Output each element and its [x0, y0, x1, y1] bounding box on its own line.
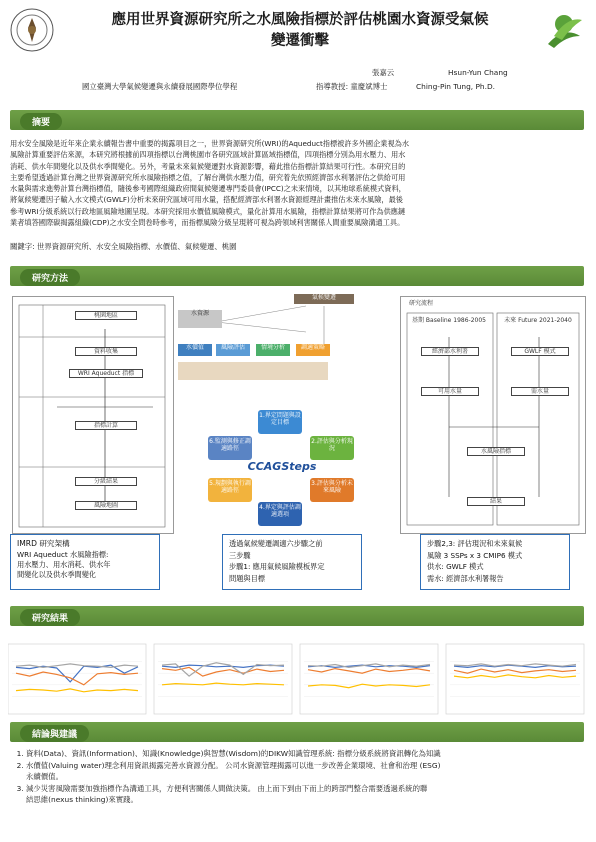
- left-flow-box-5: 分級結果: [75, 477, 137, 486]
- note-ccag-steps: [222, 534, 362, 590]
- note-ccag-line1: 透過氣候變遷調適六步驟之前: [229, 539, 323, 548]
- note-risk-line1: 步驟2,3: 評估現況和未來氣候: [427, 539, 523, 548]
- chart-frame: [446, 644, 584, 714]
- note-ccag-line4: 問題與目標: [229, 573, 265, 583]
- conclusion-item-2-text-b: 永續價值。: [26, 772, 63, 781]
- left-flow-box-4: 指標計算: [75, 421, 137, 430]
- affiliation: 國立臺灣大學氣候變遷與永續發展國際學位學程: [82, 82, 238, 91]
- chart-frame: [300, 644, 438, 714]
- conclusion-list: [10, 748, 586, 806]
- note-risk-assessment: [420, 534, 570, 590]
- ccag-step-3: 3.評估與分析未來風險: [310, 478, 354, 502]
- abstract-line: 水量與需求進勢計算台灣指標值，隨後參考國際組織政府間氣候變遷專門委員會(IPCC)之未來情境，以其地球系統模式資料，: [10, 184, 406, 194]
- note-ccag-line3: 步驟1: 應用氣候風險模板界定: [229, 562, 325, 571]
- conclusion-item-1-text: 資料(Data)、資訊(Information)、知識(Knowledge)與智慧(Wisdom)的DIKW知識管理系統: 指標分級系統將資訊轉化為知識: [26, 749, 441, 758]
- center-band: [178, 362, 328, 380]
- right-flow-box-1: 經濟部水利署: [421, 347, 479, 356]
- abstract-heading: 摘要: [20, 113, 62, 130]
- right-flow-col1: 基期 Baseline 1986-2005: [412, 317, 486, 324]
- methods-section-bar: [10, 266, 584, 286]
- right-flow-box-6: 結果: [467, 497, 525, 506]
- abstract-line: 參考WRI分級系統以行政地區風險地圖呈現。本研究採用水價值風險模式，量化計算用水風險，指標計算結果將可作為供應鏈: [10, 206, 406, 216]
- student-name-zh: 張嘉云: [372, 68, 395, 77]
- abstract-text: [10, 138, 584, 228]
- results-charts-row: [8, 640, 588, 720]
- ccag-step-6: 6.監測與修正調適路徑: [208, 436, 252, 460]
- abstract-line: 用水安全風險是近年來企業永續報告書中重要的揭露項目之一，世界資源研究所(WRI)的Aqueduct指標被許多外國企業視為水: [10, 139, 410, 148]
- poster-title: [85, 10, 515, 52]
- abstract-line: 消耗、供水年間變化以及供水季間變化。另外，考量未來氣候變遷對水資源影響，藉此推估指標計算結果可行性。本研究目的: [10, 161, 406, 171]
- abstract-line: 將氣候變遷因子輸入水文模式(GWLF)分析未來研究區域可用水量，搭配經濟部水利署水資源經理計畫推估未來水風險，最後: [10, 195, 403, 205]
- results-section-bar: [10, 606, 584, 626]
- conclusion-item-1: [26, 748, 586, 760]
- left-flowchart-panel: [12, 296, 174, 534]
- ccag-step-4: 4.界定與評估調適選項: [258, 502, 302, 526]
- left-flow-box-1: 桃園地區: [75, 311, 137, 320]
- ccag-step-1: 1.界定問題與設定目標: [258, 410, 302, 434]
- center-box-4: 風險評估: [216, 344, 250, 356]
- note-imrd-line2: WRI Aqueduct 水風險指標:: [17, 550, 109, 559]
- ccag-steps-wheel: [206, 406, 356, 530]
- note-risk-line2: 風險 3 SSPs x 3 CMIP6 模式: [427, 550, 523, 560]
- abstract-section-bar: [10, 110, 584, 130]
- right-flow-box-5: 水風險指標: [467, 447, 525, 456]
- left-flow-box-6: 風險地圖: [75, 501, 137, 510]
- abstract-line: 風險計算重要評估來源，本研究將根據前四項指標以台灣桃園市各研究區域計算區域指標值，四項指標分別為用水壓力、用水: [10, 150, 406, 160]
- conclusion-section-bar: [10, 722, 584, 742]
- right-flowchart-panel: [400, 296, 586, 534]
- green-leaf-logo: [540, 6, 588, 54]
- ccag-step-2: 2.評估與分析現況: [310, 436, 354, 460]
- abstract-line: 主要希望透過計算台灣之世界資源研究所水風險指標之值，了解台灣供水壓力值，研究着先依照經濟部水利署評估之供給可用: [10, 172, 406, 182]
- note-risk-line3: 供水: GWLF 模式: [427, 562, 484, 571]
- note-ccag-line2: 三步驟: [229, 550, 251, 560]
- ntu-seal-logo: [10, 8, 54, 52]
- right-flow-box-2: GWLF 模式: [511, 347, 569, 356]
- note-risk-line4: 需水: 經濟部水利署報告: [427, 573, 504, 583]
- note-imrd-line4: 間變化以及供水季間變化: [17, 570, 97, 579]
- note-imrd-line3: 用水壓力、用水消耗、供水年: [17, 560, 111, 569]
- ccag-step-5: 5.規劃與執行調適路徑: [208, 478, 252, 502]
- note-imrd: [10, 534, 160, 590]
- left-flow-box-2: 資料收集: [75, 347, 137, 356]
- conclusion-item-2: [26, 760, 586, 783]
- chart-frame: [8, 644, 146, 714]
- advisor-zh: 指導教授: 童慶斌博士: [316, 82, 388, 91]
- right-flow-header: 研究流程: [409, 300, 434, 307]
- conclusion-item-3-text-a: 減少災害風險需要加強指標作為溝通工具，方便利害關係人間做決策。 由上而下到由下而上的跨部門整合需要透過系統的聯: [26, 783, 428, 793]
- right-flow-box-4: 需水量: [511, 387, 569, 396]
- right-flow-col2: 未來 Future 2021-2040: [504, 317, 572, 324]
- note-imrd-line1: IMRD 研究架構: [17, 539, 70, 548]
- conclusion-item-2-text-a: 水價值(Valuing water)理念利用資訊揭露完善水資源分配。 公司水資源管理揭露可以進一步改善企業環境、社會和治理 (ESG): [26, 760, 441, 770]
- right-flow-box-3: 可用水量: [421, 387, 479, 396]
- conclusion-heading: 結論與建議: [20, 725, 89, 742]
- center-box-1: 氣候變遷: [294, 294, 354, 304]
- results-line-charts: [8, 640, 588, 720]
- chart-frame: [154, 644, 292, 714]
- abstract-line: 業者填答國際碳揭露組織(CDP)之水安全問卷時參考，而指標風險分級呈現將可視為跨領域利害關係人間重要風險溝通工具。: [10, 218, 405, 228]
- keywords: 關鍵字: 世界資源研究所、水安全風險指標、水價值、氣候變遷、桃園: [10, 242, 237, 251]
- title-line-2: 變遷衝擊: [271, 33, 329, 49]
- center-box-6: 調適策略: [296, 344, 330, 356]
- center-box-2: 水資源: [178, 310, 222, 328]
- conclusion-item-3-text-b: 結思維(nexus thinking)來實踐。: [26, 795, 138, 804]
- center-box-5: 情境分析: [256, 344, 290, 356]
- advisor-en: Ching-Pin Tung, Ph.D.: [416, 82, 496, 91]
- methods-heading: 研究方法: [20, 269, 80, 286]
- student-name-en: Hsun-Yun Chang: [448, 68, 508, 77]
- center-top-diagram: [176, 292, 372, 392]
- left-flow-box-3: WRI Aqueduct 指標: [69, 369, 143, 378]
- results-heading: 研究結果: [20, 609, 80, 626]
- center-box-3: 水價值: [178, 344, 212, 356]
- title-line-1: 應用世界資源研究所之水風險指標於評估桃園水資源受氣候: [111, 12, 489, 28]
- ccag-logo-text: CCAGSteps: [247, 460, 317, 473]
- conclusion-item-3: [26, 783, 586, 806]
- left-flowchart-lines: [13, 297, 173, 533]
